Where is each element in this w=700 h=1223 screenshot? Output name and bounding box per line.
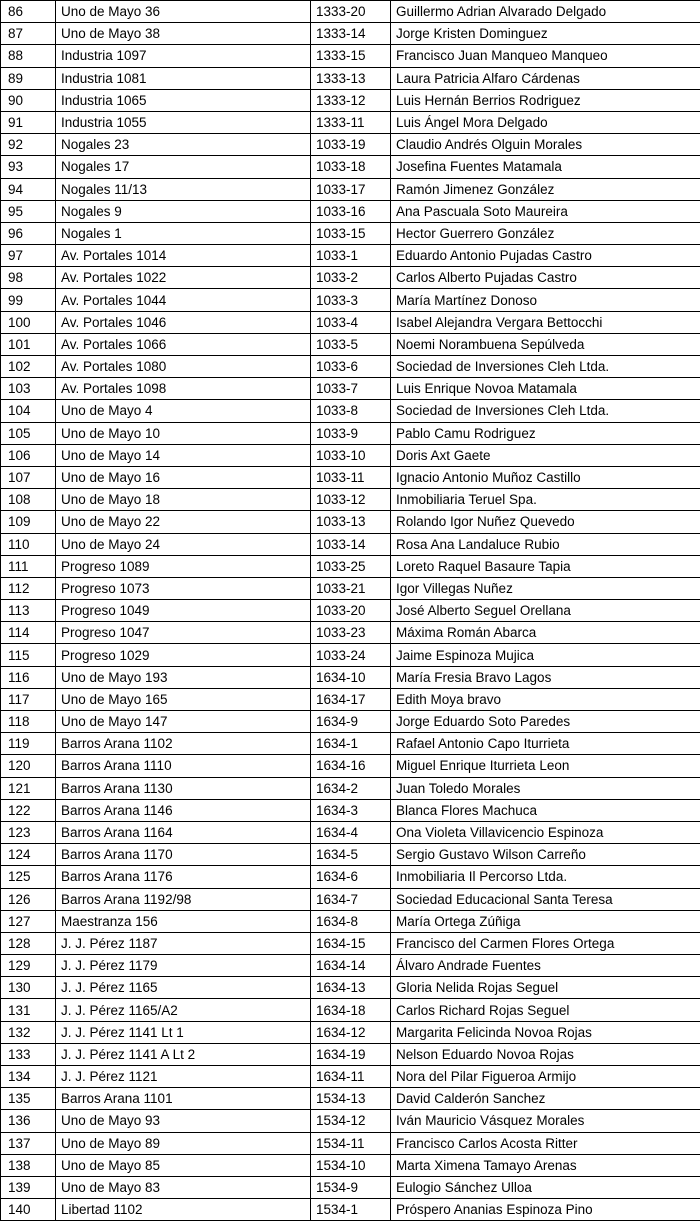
address-cell: Uno de Mayo 89 xyxy=(56,1132,311,1154)
owner-name-cell: Francisco Carlos Acosta Ritter xyxy=(391,1132,700,1154)
row-number-cell: 101 xyxy=(1,333,56,355)
address-cell: Uno de Mayo 38 xyxy=(56,23,311,45)
property-id-cell: 1033-13 xyxy=(311,511,391,533)
row-number-cell: 123 xyxy=(1,821,56,843)
row-number-cell: 139 xyxy=(1,1176,56,1198)
owner-name-cell: Doris Axt Gaete xyxy=(391,444,700,466)
owner-name-cell: Álvaro Andrade Fuentes xyxy=(391,955,700,977)
row-number-cell: 95 xyxy=(1,200,56,222)
property-id-cell: 1033-5 xyxy=(311,333,391,355)
owner-name-cell: Blanca Flores Machuca xyxy=(391,799,700,821)
table-row xyxy=(1,1066,700,1088)
property-id-cell: 1333-20 xyxy=(311,1,391,23)
address-cell: Progreso 1029 xyxy=(56,644,311,666)
row-number-cell: 124 xyxy=(1,844,56,866)
property-id-cell: 1033-7 xyxy=(311,378,391,400)
property-id-cell: 1033-20 xyxy=(311,600,391,622)
address-cell: Uno de Mayo 85 xyxy=(56,1154,311,1176)
owner-name-cell: Ramón Jimenez González xyxy=(391,178,700,200)
table-row xyxy=(1,444,700,466)
table-row xyxy=(1,999,700,1021)
address-cell: Uno de Mayo 24 xyxy=(56,533,311,555)
owner-name-cell: Igor Villegas Nuñez xyxy=(391,577,700,599)
owner-name-cell: Loreto Raquel Basaure Tapia xyxy=(391,555,700,577)
property-id-cell: 1033-19 xyxy=(311,134,391,156)
owner-name-cell: Jaime Espinoza Mujica xyxy=(391,644,700,666)
property-id-cell: 1634-19 xyxy=(311,1043,391,1065)
address-cell: Av. Portales 1044 xyxy=(56,289,311,311)
address-cell: Maestranza 156 xyxy=(56,910,311,932)
row-number-cell: 102 xyxy=(1,356,56,378)
row-number-cell: 108 xyxy=(1,489,56,511)
address-cell: Progreso 1047 xyxy=(56,622,311,644)
property-id-cell: 1634-13 xyxy=(311,977,391,999)
table-row xyxy=(1,356,700,378)
property-id-cell: 1534-12 xyxy=(311,1110,391,1132)
table-row xyxy=(1,1110,700,1132)
table-row xyxy=(1,711,700,733)
address-cell: Uno de Mayo 16 xyxy=(56,466,311,488)
table-row xyxy=(1,733,700,755)
row-number-cell: 129 xyxy=(1,955,56,977)
address-cell: Nogales 11/13 xyxy=(56,178,311,200)
owner-name-cell: Nora del Pilar Figueroa Armijo xyxy=(391,1066,700,1088)
table-row xyxy=(1,644,700,666)
address-cell: J. J. Pérez 1141 A Lt 2 xyxy=(56,1043,311,1065)
address-cell: J. J. Pérez 1141 Lt 1 xyxy=(56,1021,311,1043)
table-row xyxy=(1,178,700,200)
row-number-cell: 114 xyxy=(1,622,56,644)
property-id-cell: 1634-5 xyxy=(311,844,391,866)
table-body xyxy=(1,1,700,1221)
table-row xyxy=(1,1,700,23)
row-number-cell: 103 xyxy=(1,378,56,400)
row-number-cell: 91 xyxy=(1,111,56,133)
table-row xyxy=(1,888,700,910)
table-row xyxy=(1,289,700,311)
address-cell: Barros Arana 1176 xyxy=(56,866,311,888)
row-number-cell: 137 xyxy=(1,1132,56,1154)
table-row xyxy=(1,577,700,599)
address-cell: Av. Portales 1098 xyxy=(56,378,311,400)
property-id-cell: 1333-15 xyxy=(311,45,391,67)
address-cell: J. J. Pérez 1165 xyxy=(56,977,311,999)
table-row xyxy=(1,200,700,222)
row-number-cell: 105 xyxy=(1,422,56,444)
row-number-cell: 136 xyxy=(1,1110,56,1132)
property-id-cell: 1033-14 xyxy=(311,533,391,555)
owner-name-cell: María Fresia Bravo Lagos xyxy=(391,666,700,688)
property-id-cell: 1534-9 xyxy=(311,1176,391,1198)
address-cell: Nogales 9 xyxy=(56,200,311,222)
owner-name-cell: Rolando Igor Nuñez Quevedo xyxy=(391,511,700,533)
address-cell: Progreso 1049 xyxy=(56,600,311,622)
property-id-cell: 1634-16 xyxy=(311,755,391,777)
table-row xyxy=(1,1176,700,1198)
owner-name-cell: Rosa Ana Landaluce Rubio xyxy=(391,533,700,555)
table-row xyxy=(1,844,700,866)
table-row xyxy=(1,755,700,777)
table-row xyxy=(1,666,700,688)
owner-name-cell: Luis Hernán Berrios Rodriguez xyxy=(391,89,700,111)
owner-name-cell: Luis Ángel Mora Delgado xyxy=(391,111,700,133)
row-number-cell: 107 xyxy=(1,466,56,488)
row-number-cell: 130 xyxy=(1,977,56,999)
address-cell: Industria 1081 xyxy=(56,67,311,89)
property-id-cell: 1634-3 xyxy=(311,799,391,821)
address-cell: Av. Portales 1022 xyxy=(56,267,311,289)
row-number-cell: 132 xyxy=(1,1021,56,1043)
table-row xyxy=(1,866,700,888)
owner-name-cell: Sociedad Educacional Santa Teresa xyxy=(391,888,700,910)
property-id-cell: 1634-2 xyxy=(311,777,391,799)
property-id-cell: 1033-9 xyxy=(311,422,391,444)
table-row xyxy=(1,333,700,355)
row-number-cell: 96 xyxy=(1,222,56,244)
address-cell: Barros Arana 1101 xyxy=(56,1088,311,1110)
row-number-cell: 122 xyxy=(1,799,56,821)
owner-name-cell: Laura Patricia Alfaro Cárdenas xyxy=(391,67,700,89)
owner-name-cell: Sociedad de Inversiones Cleh Ltda. xyxy=(391,356,700,378)
table-row xyxy=(1,23,700,45)
owner-name-cell: Ona Violeta Villavicencio Espinoza xyxy=(391,821,700,843)
address-cell: Uno de Mayo 147 xyxy=(56,711,311,733)
property-id-cell: 1634-17 xyxy=(311,688,391,710)
property-id-cell: 1634-15 xyxy=(311,932,391,954)
property-id-cell: 1033-21 xyxy=(311,577,391,599)
address-cell: Barros Arana 1192/98 xyxy=(56,888,311,910)
property-id-cell: 1534-10 xyxy=(311,1154,391,1176)
table-row xyxy=(1,222,700,244)
address-cell: Uno de Mayo 22 xyxy=(56,511,311,533)
address-cell: Barros Arana 1110 xyxy=(56,755,311,777)
table-row xyxy=(1,977,700,999)
row-number-cell: 112 xyxy=(1,577,56,599)
owner-name-cell: Edith Moya bravo xyxy=(391,688,700,710)
property-id-cell: 1033-6 xyxy=(311,356,391,378)
row-number-cell: 131 xyxy=(1,999,56,1021)
property-id-cell: 1333-14 xyxy=(311,23,391,45)
row-number-cell: 135 xyxy=(1,1088,56,1110)
owner-name-cell: Jorge Kristen Dominguez xyxy=(391,23,700,45)
table-row xyxy=(1,378,700,400)
property-id-cell: 1634-18 xyxy=(311,999,391,1021)
row-number-cell: 90 xyxy=(1,89,56,111)
address-cell: J. J. Pérez 1179 xyxy=(56,955,311,977)
table-row xyxy=(1,1043,700,1065)
address-cell: Progreso 1089 xyxy=(56,555,311,577)
property-id-cell: 1033-16 xyxy=(311,200,391,222)
property-id-cell: 1033-17 xyxy=(311,178,391,200)
property-id-cell: 1634-12 xyxy=(311,1021,391,1043)
table-row xyxy=(1,932,700,954)
owner-name-cell: Rafael Antonio Capo Iturrieta xyxy=(391,733,700,755)
owner-name-cell: Francisco del Carmen Flores Ortega xyxy=(391,932,700,954)
table-row xyxy=(1,311,700,333)
table-row xyxy=(1,45,700,67)
address-cell: Uno de Mayo 18 xyxy=(56,489,311,511)
row-number-cell: 133 xyxy=(1,1043,56,1065)
property-id-cell: 1033-3 xyxy=(311,289,391,311)
address-cell: Barros Arana 1170 xyxy=(56,844,311,866)
owner-name-cell: Sociedad de Inversiones Cleh Ltda. xyxy=(391,400,700,422)
address-cell: Uno de Mayo 83 xyxy=(56,1176,311,1198)
row-number-cell: 121 xyxy=(1,777,56,799)
owner-name-cell: Luis Enrique Novoa Matamala xyxy=(391,378,700,400)
table-row xyxy=(1,400,700,422)
property-id-cell: 1033-10 xyxy=(311,444,391,466)
property-id-cell: 1634-6 xyxy=(311,866,391,888)
owner-name-cell: Pablo Camu Rodriguez xyxy=(391,422,700,444)
address-cell: Industria 1065 xyxy=(56,89,311,111)
owner-name-cell: Sergio Gustavo Wilson Carreño xyxy=(391,844,700,866)
table-row xyxy=(1,111,700,133)
row-number-cell: 87 xyxy=(1,23,56,45)
address-cell: Barros Arana 1146 xyxy=(56,799,311,821)
owner-name-cell: Miguel Enrique Iturrieta Leon xyxy=(391,755,700,777)
table-row xyxy=(1,1154,700,1176)
owner-name-cell: Máxima Román Abarca xyxy=(391,622,700,644)
table-row xyxy=(1,466,700,488)
address-cell: Nogales 23 xyxy=(56,134,311,156)
row-number-cell: 109 xyxy=(1,511,56,533)
table-row xyxy=(1,955,700,977)
property-id-cell: 1534-11 xyxy=(311,1132,391,1154)
table-row xyxy=(1,489,700,511)
row-number-cell: 138 xyxy=(1,1154,56,1176)
row-number-cell: 125 xyxy=(1,866,56,888)
row-number-cell: 92 xyxy=(1,134,56,156)
table-row xyxy=(1,267,700,289)
address-cell: J. J. Pérez 1165/A2 xyxy=(56,999,311,1021)
property-id-cell: 1634-14 xyxy=(311,955,391,977)
address-cell: Uno de Mayo 165 xyxy=(56,688,311,710)
table-row xyxy=(1,245,700,267)
owner-name-cell: Iván Mauricio Vásquez Morales xyxy=(391,1110,700,1132)
row-number-cell: 116 xyxy=(1,666,56,688)
property-id-cell: 1033-25 xyxy=(311,555,391,577)
owner-name-cell: Eulogio Sánchez Ulloa xyxy=(391,1176,700,1198)
property-id-cell: 1634-7 xyxy=(311,888,391,910)
table-row xyxy=(1,600,700,622)
property-id-cell: 1033-15 xyxy=(311,222,391,244)
row-number-cell: 140 xyxy=(1,1199,56,1221)
row-number-cell: 97 xyxy=(1,245,56,267)
property-id-cell: 1634-11 xyxy=(311,1066,391,1088)
owner-name-cell: Isabel Alejandra Vergara Bettocchi xyxy=(391,311,700,333)
row-number-cell: 93 xyxy=(1,156,56,178)
owner-name-cell: Hector Guerrero González xyxy=(391,222,700,244)
table-row xyxy=(1,67,700,89)
owner-name-cell: Nelson Eduardo Novoa Rojas xyxy=(391,1043,700,1065)
row-number-cell: 89 xyxy=(1,67,56,89)
row-number-cell: 119 xyxy=(1,733,56,755)
table-row xyxy=(1,511,700,533)
property-id-cell: 1033-12 xyxy=(311,489,391,511)
owner-name-cell: David Calderón Sanchez xyxy=(391,1088,700,1110)
property-id-cell: 1534-13 xyxy=(311,1088,391,1110)
table-row xyxy=(1,422,700,444)
address-cell: J. J. Pérez 1121 xyxy=(56,1066,311,1088)
owner-name-cell: Carlos Richard Rojas Seguel xyxy=(391,999,700,1021)
property-id-cell: 1033-1 xyxy=(311,245,391,267)
address-cell: Barros Arana 1102 xyxy=(56,733,311,755)
owner-name-cell: María Ortega Zúñiga xyxy=(391,910,700,932)
table-row xyxy=(1,1199,700,1221)
property-id-cell: 1033-4 xyxy=(311,311,391,333)
row-number-cell: 86 xyxy=(1,1,56,23)
row-number-cell: 111 xyxy=(1,555,56,577)
property-id-cell: 1033-24 xyxy=(311,644,391,666)
table-row xyxy=(1,821,700,843)
owner-name-cell: Inmobiliaria Il Percorso Ltda. xyxy=(391,866,700,888)
address-cell: J. J. Pérez 1187 xyxy=(56,932,311,954)
address-cell: Av. Portales 1066 xyxy=(56,333,311,355)
address-cell: Av. Portales 1014 xyxy=(56,245,311,267)
owner-name-cell: Inmobiliaria Teruel Spa. xyxy=(391,489,700,511)
owner-name-cell: Josefina Fuentes Matamala xyxy=(391,156,700,178)
property-id-cell: 1033-23 xyxy=(311,622,391,644)
property-id-cell: 1033-18 xyxy=(311,156,391,178)
table-row xyxy=(1,910,700,932)
row-number-cell: 113 xyxy=(1,600,56,622)
owner-name-cell: Jorge Eduardo Soto Paredes xyxy=(391,711,700,733)
property-id-cell: 1033-8 xyxy=(311,400,391,422)
property-id-cell: 1033-2 xyxy=(311,267,391,289)
table-row xyxy=(1,688,700,710)
row-number-cell: 104 xyxy=(1,400,56,422)
address-cell: Progreso 1073 xyxy=(56,577,311,599)
address-cell: Uno de Mayo 10 xyxy=(56,422,311,444)
table-row xyxy=(1,1021,700,1043)
table-row xyxy=(1,533,700,555)
owner-name-cell: Ana Pascuala Soto Maureira xyxy=(391,200,700,222)
address-cell: Uno de Mayo 93 xyxy=(56,1110,311,1132)
address-cell: Nogales 17 xyxy=(56,156,311,178)
owner-name-cell: Francisco Juan Manqueo Manqueo xyxy=(391,45,700,67)
row-number-cell: 98 xyxy=(1,267,56,289)
row-number-cell: 94 xyxy=(1,178,56,200)
table-row xyxy=(1,799,700,821)
owner-name-cell: Ignacio Antonio Muñoz Castillo xyxy=(391,466,700,488)
owner-name-cell: Juan Toledo Morales xyxy=(391,777,700,799)
owner-name-cell: Margarita Felicinda Novoa Rojas xyxy=(391,1021,700,1043)
row-number-cell: 120 xyxy=(1,755,56,777)
property-id-cell: 1634-4 xyxy=(311,821,391,843)
table-row xyxy=(1,1088,700,1110)
address-cell: Industria 1055 xyxy=(56,111,311,133)
address-cell: Uno de Mayo 14 xyxy=(56,444,311,466)
row-number-cell: 106 xyxy=(1,444,56,466)
table-row xyxy=(1,555,700,577)
owner-name-cell: José Alberto Seguel Orellana xyxy=(391,600,700,622)
property-id-cell: 1033-11 xyxy=(311,466,391,488)
address-cell: Av. Portales 1080 xyxy=(56,356,311,378)
row-number-cell: 118 xyxy=(1,711,56,733)
owner-name-cell: Noemi Norambuena Sepúlveda xyxy=(391,333,700,355)
property-id-cell: 1333-13 xyxy=(311,67,391,89)
property-id-cell: 1634-1 xyxy=(311,733,391,755)
address-cell: Av. Portales 1046 xyxy=(56,311,311,333)
row-number-cell: 117 xyxy=(1,688,56,710)
address-cell: Libertad 1102 xyxy=(56,1199,311,1221)
table-row xyxy=(1,156,700,178)
table-row xyxy=(1,777,700,799)
property-id-cell: 1634-8 xyxy=(311,910,391,932)
row-number-cell: 126 xyxy=(1,888,56,910)
row-number-cell: 127 xyxy=(1,910,56,932)
table-row xyxy=(1,134,700,156)
row-number-cell: 99 xyxy=(1,289,56,311)
owner-name-cell: María Martínez Donoso xyxy=(391,289,700,311)
address-cell: Uno de Mayo 4 xyxy=(56,400,311,422)
address-cell: Barros Arana 1164 xyxy=(56,821,311,843)
table-row xyxy=(1,622,700,644)
property-id-cell: 1634-9 xyxy=(311,711,391,733)
owner-name-cell: Carlos Alberto Pujadas Castro xyxy=(391,267,700,289)
row-number-cell: 134 xyxy=(1,1066,56,1088)
table-row xyxy=(1,89,700,111)
property-id-cell: 1333-12 xyxy=(311,89,391,111)
property-id-cell: 1634-10 xyxy=(311,666,391,688)
row-number-cell: 128 xyxy=(1,932,56,954)
row-number-cell: 100 xyxy=(1,311,56,333)
table-row xyxy=(1,1132,700,1154)
address-cell: Barros Arana 1130 xyxy=(56,777,311,799)
owner-name-cell: Próspero Ananias Espinoza Pino xyxy=(391,1199,700,1221)
address-cell: Uno de Mayo 36 xyxy=(56,1,311,23)
address-cell: Nogales 1 xyxy=(56,222,311,244)
address-cell: Industria 1097 xyxy=(56,45,311,67)
row-number-cell: 115 xyxy=(1,644,56,666)
owner-name-cell: Gloria Nelida Rojas Seguel xyxy=(391,977,700,999)
address-cell: Uno de Mayo 193 xyxy=(56,666,311,688)
row-number-cell: 88 xyxy=(1,45,56,67)
owner-name-cell: Eduardo Antonio Pujadas Castro xyxy=(391,245,700,267)
owner-name-cell: Guillermo Adrian Alvarado Delgado xyxy=(391,1,700,23)
owner-name-cell: Marta Ximena Tamayo Arenas xyxy=(391,1154,700,1176)
property-id-cell: 1333-11 xyxy=(311,111,391,133)
property-id-cell: 1534-1 xyxy=(311,1199,391,1221)
row-number-cell: 110 xyxy=(1,533,56,555)
owner-name-cell: Claudio Andrés Olguin Morales xyxy=(391,134,700,156)
